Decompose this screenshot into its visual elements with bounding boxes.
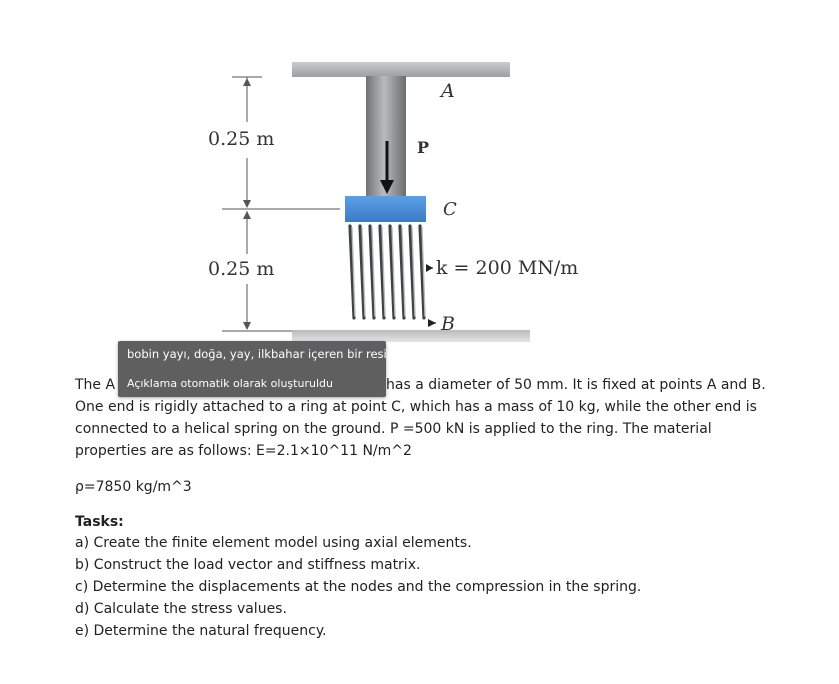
dimension-label-bottom: 0.25 m	[208, 258, 275, 280]
helical-spring	[350, 226, 425, 318]
problem-line-1-start: The A	[75, 377, 116, 393]
task-item-b: b) Construct the load vector and stiffness matrix.	[75, 557, 421, 573]
alt-text-subtitle: Açıklama otomatik olarak oluşturuldu	[127, 377, 333, 390]
k-pointer	[426, 264, 433, 272]
label-a: A	[441, 80, 455, 102]
label-p: P	[417, 138, 430, 157]
dimension-label-top: 0.25 m	[208, 128, 275, 150]
problem-line-4: properties are as follows: E=2.1×10^11 N/m^2	[75, 443, 412, 459]
task-item-d: d) Calculate the stress values.	[75, 601, 287, 617]
top-support	[292, 62, 510, 77]
ring-c	[345, 196, 426, 222]
problem-line-3: connected to a helical spring on the ground. P =500 kN is applied to the ring. The material	[75, 421, 712, 437]
problem-line-1-end: has a diameter of 50 mm. It is fixed at points A and B.	[386, 377, 766, 393]
label-spring-stiffness: k = 200 MN/m	[436, 257, 579, 279]
task-item-c: c) Determine the displacements at the nodes and the compression in the spring.	[75, 579, 642, 595]
dimension-lines	[222, 77, 340, 331]
tasks-heading: Tasks:	[75, 514, 124, 530]
task-item-e: e) Determine the natural frequency.	[75, 623, 327, 639]
label-b: B	[441, 313, 455, 335]
problem-line-2: One end is rigidly attached to a ring at point C, which has a mass of 10 kg, while the other end is	[75, 399, 757, 415]
task-item-a: a) Create the finite element model using axial elements.	[75, 535, 472, 551]
label-c: C	[443, 199, 457, 220]
alt-text-title: bobin yayı, doğa, yay, ilkbahar içeren bir resim	[127, 347, 398, 361]
density-line: ρ=7850 kg/m^3	[75, 479, 192, 495]
alt-text-tooltip[interactable]	[118, 341, 398, 397]
b-pointer	[428, 319, 436, 327]
